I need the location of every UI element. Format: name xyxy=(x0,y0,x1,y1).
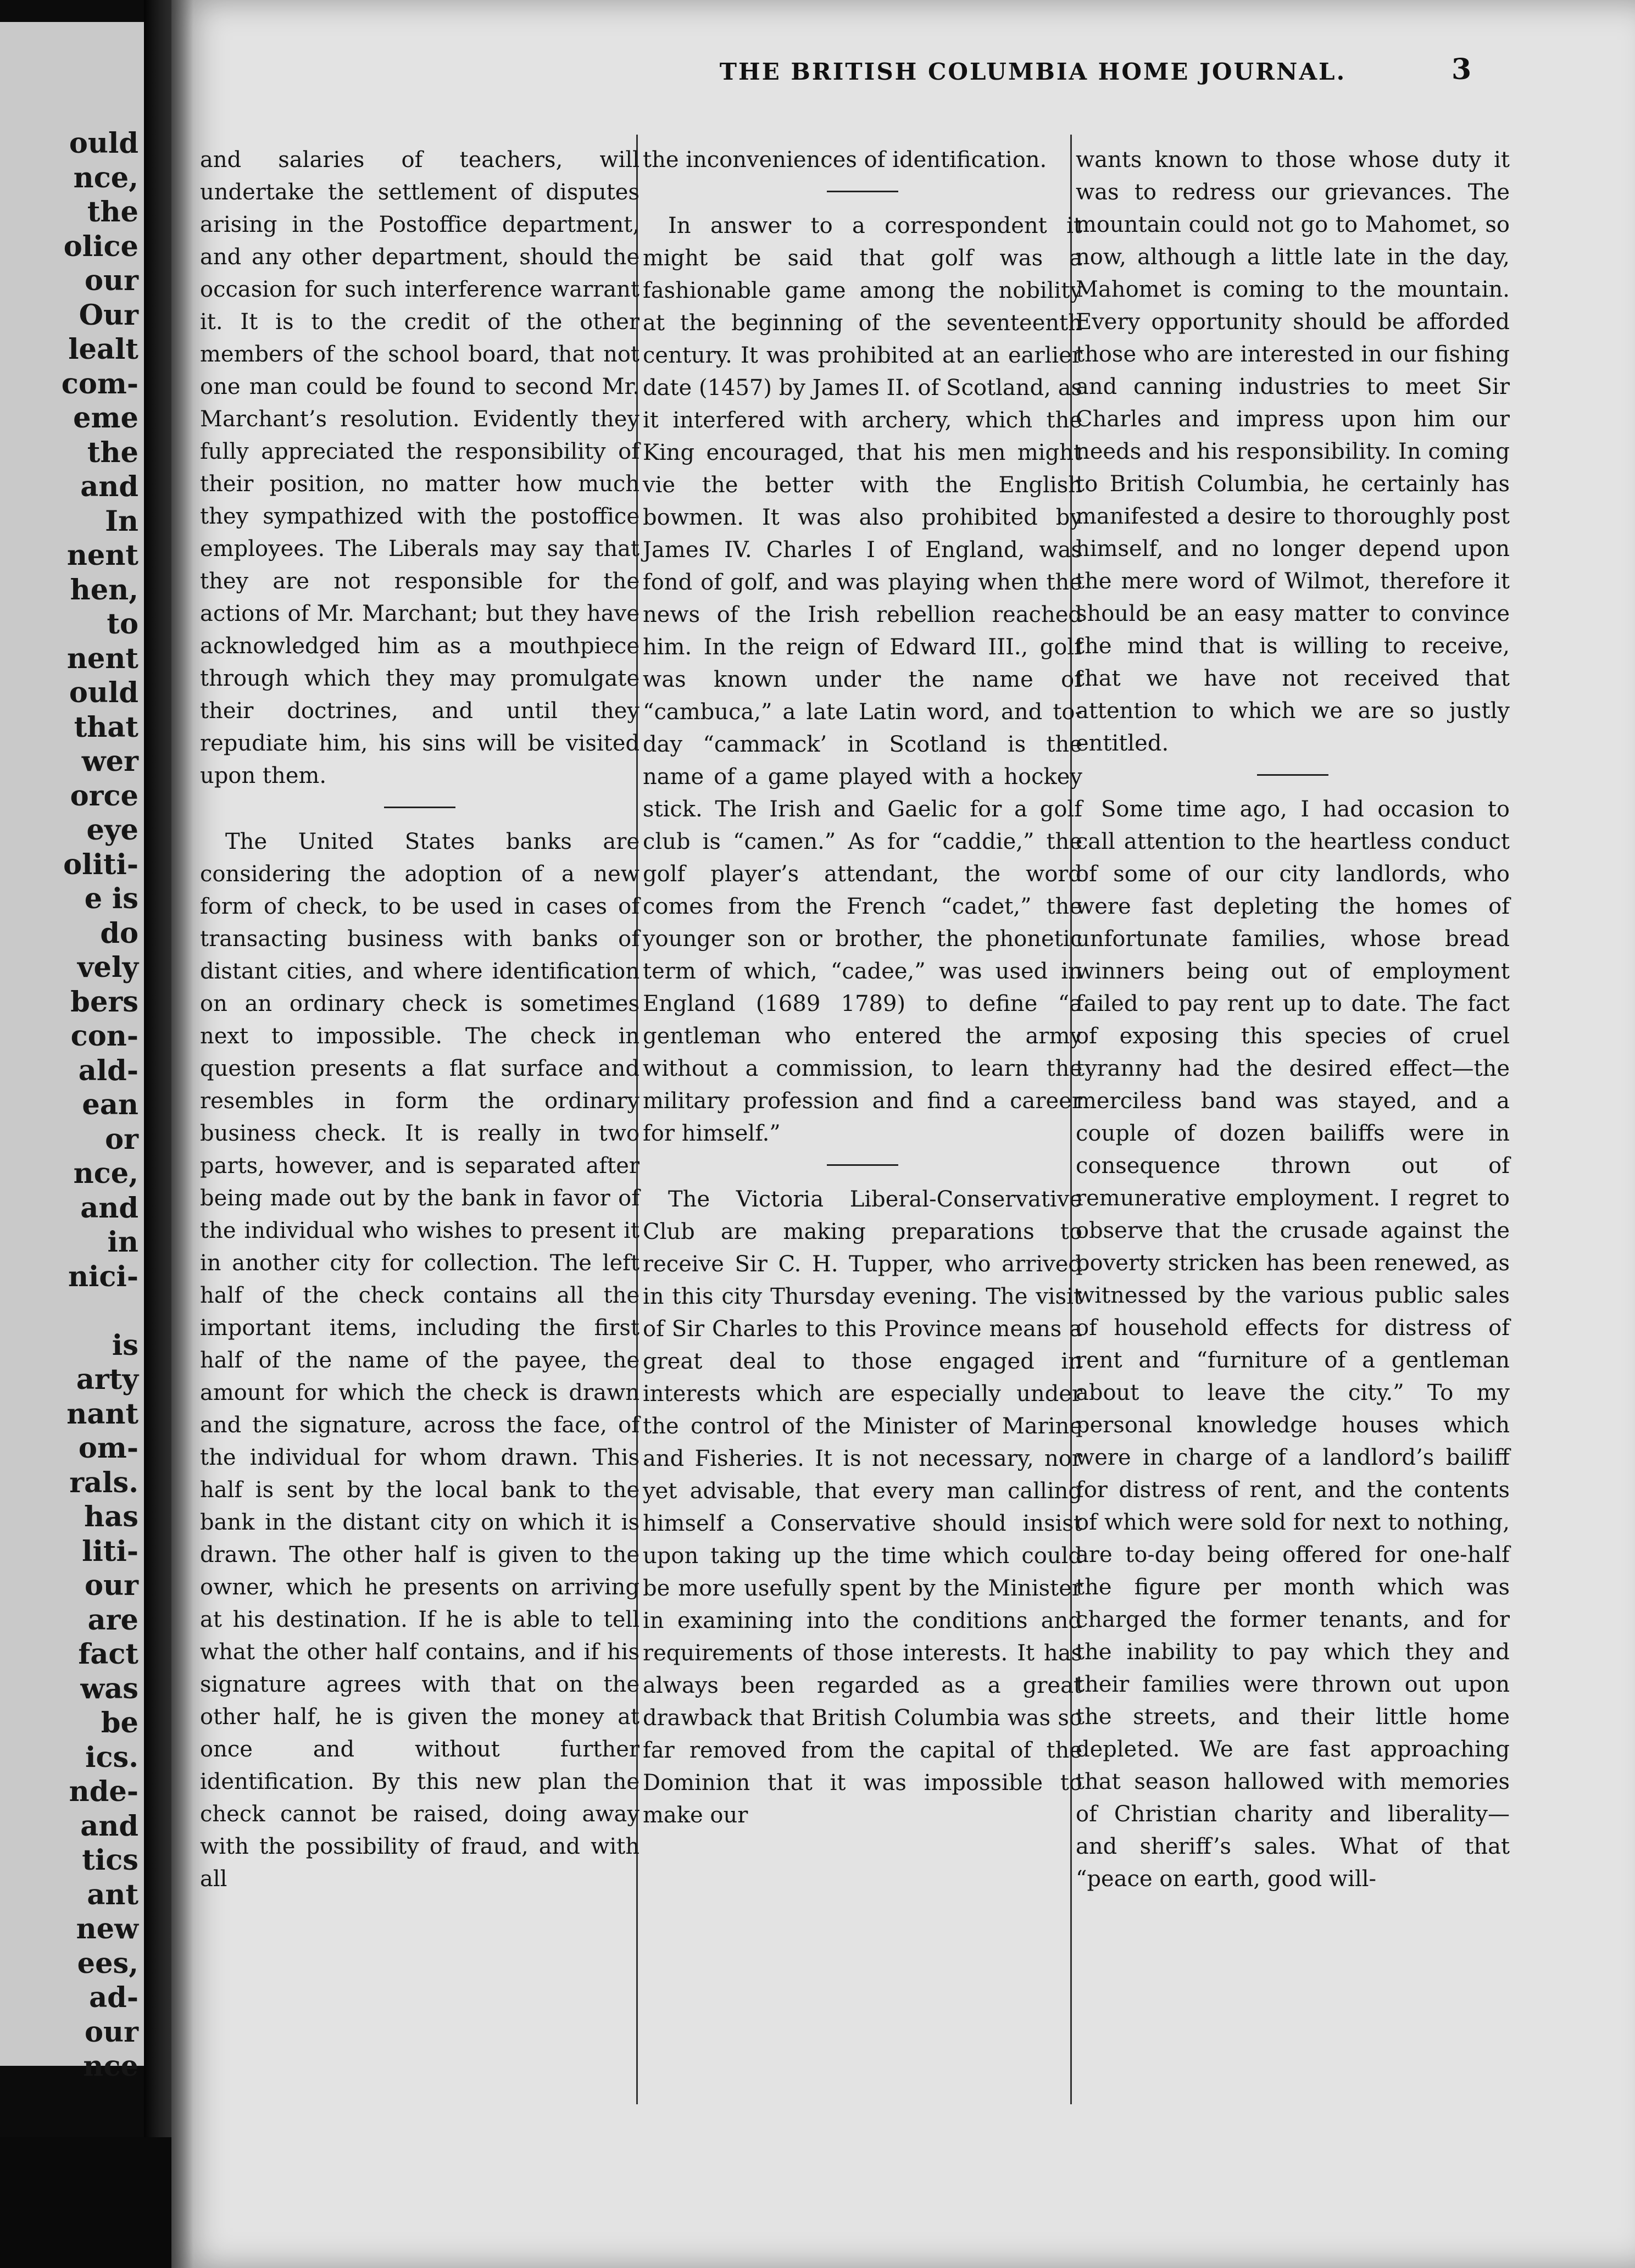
page-number: 3 xyxy=(1452,53,1472,86)
facing-line-fragment: ould xyxy=(69,127,138,160)
column-2 xyxy=(643,144,1082,1832)
facing-line-fragment: ould xyxy=(69,676,138,709)
facing-line-fragment: orce xyxy=(70,779,138,813)
binding-gutter xyxy=(144,0,171,2268)
facing-line-fragment: to xyxy=(107,608,138,641)
facing-line-fragment: ad- xyxy=(89,1981,138,2014)
facing-line-fragment: ees, xyxy=(77,1947,138,1980)
facing-page-edge xyxy=(0,22,144,2083)
facing-line-fragment: om- xyxy=(78,1432,138,1465)
facing-line-fragment: are xyxy=(87,1603,138,1637)
facing-line-fragment: com- xyxy=(61,367,138,401)
facing-line-fragment: our xyxy=(85,1569,138,1602)
section-rule xyxy=(827,1164,898,1166)
facing-line-fragment: nici- xyxy=(68,1260,138,1293)
facing-line-fragment: the xyxy=(87,196,138,229)
article-paragraph: and salaries of teachers, will undertake the settlement of disputes arising in the Postoffice department, and any other department, should the occasion for such interference warrant it. It is to the credit of the other members of the school board, that not one man could be found to second Mr. Marchant’s resolution. Evidently they fully appreciated the responsibility of their position, no matter how much they sympathized with the postoffice employees. The Liberals may say that they are not responsible for the actions of Mr. Marchant; but they have acknowledged him as a mouthpiece through which they may promulgate their doctrines, and until they repudiate him, his sins will be visited upon them. xyxy=(200,147,639,788)
facing-line-fragment: fact xyxy=(78,1638,138,1671)
facing-line-fragment: olice xyxy=(63,230,138,263)
facing-line-fragment: nant xyxy=(66,1397,138,1431)
scan-border xyxy=(0,2137,171,2268)
section-rule xyxy=(827,191,898,192)
facing-line-fragment: vely xyxy=(77,951,138,984)
facing-line-fragment: that xyxy=(74,710,138,744)
facing-line-fragment xyxy=(7,1294,138,1328)
facing-line-fragment: nce xyxy=(83,2050,138,2083)
article-paragraph: Some time ago, I had occasion to call attention to the heartless conduct of some of our city landlords, who were fast depleting the homes of unfortunate families, whose bread winners being out of employment failed to pay rent up to date. The fact of exposing this species of cruel tyranny had the desired effect—the merciless band was stayed, and a couple of dozen bailiffs were in consequence thrown out of remunerative employment. I regret to observe that the crusade against the poverty stricken has been renewed, as witnessed by the various public sales of household effects for distress of rent and “furniture of a gentleman about to leave the city.” To my personal knowledge houses which were in charge of a landlord’s bailiff for distress of rent, and the contents of which were sold for next to nothing, are to-day being offered for one-half the figure per month which was charged the former tenants, and for the inability to pay which they and their families were thrown out upon the streets, and their little home depleted. We are fast approaching that season hallowed with memories of Christian charity and liberality—and sheriff’s sales. What of that “peace on earth, good will- xyxy=(1076,797,1510,1892)
facing-line-fragment: oliti- xyxy=(63,848,138,881)
facing-line-fragment: In xyxy=(105,504,138,538)
facing-line-fragment: ant xyxy=(87,1878,138,1911)
facing-line-fragment: and xyxy=(80,470,138,503)
facing-line-fragment: tics xyxy=(82,1844,138,1877)
facing-line-fragment: rals. xyxy=(69,1466,138,1499)
facing-line-fragment: lealt xyxy=(68,333,138,366)
article-paragraph: The United States banks are considering the adoption of a new form of check, to be used in cases of transacting business with banks of distant cities, and where identification on an ordinary check is sometimes next to impossible. The check in question presents a flat surface and resembles in form the ordinary business check. It is really in two parts, however, and is separated after being made out by the bank in favor of the individual who wishes to present it in another city for collection. The left half of the check contains all the important items, including the first half of the name of the payee, the amount for which the check is drawn and the signature, across the face, of the individual for whom drawn. This half is sent by the local bank to the bank in the distant city on which it is drawn. The other half is given to the owner, which he presents on arriving at his destination. If he is able to tell what the other half contains, and if his signature agrees with that on the other half, he is given the money at once and without further identification. By this new plan the check cannot be raised, doing away with the possibility of fraud, and with all xyxy=(200,829,639,1892)
article-paragraph: The Victoria Liberal-Conservative Club are making preparations to receive Sir C. H. Tupper, who arrived in this city Thursday evening. The visit of Sir Charles to this Province means a great deal to those engaged in interests which are especially under the control of the Minister of Marine and Fisheries. It is not necessary, nor yet advisable, that every man calling himself a Conservative should insist upon taking up the time which could be more usefully spent by the Minister in examining into the conditions and requirements of those interests. It has always been regarded as a great drawback that British Columbia was so far removed from the capital of the Dominion that it was impossible to make our xyxy=(643,1187,1082,1828)
facing-line-fragment: nent xyxy=(66,642,138,675)
facing-line-fragment: in xyxy=(107,1226,138,1259)
facing-line-fragment: is xyxy=(112,1328,138,1362)
facing-line-fragment: nce, xyxy=(73,161,138,194)
facing-line-fragment: and xyxy=(80,1809,138,1843)
facing-line-fragment: the xyxy=(87,436,138,469)
facing-line-fragment: nde- xyxy=(69,1775,138,1808)
facing-line-fragment: ics. xyxy=(85,1741,138,1774)
facing-line-fragment: e is xyxy=(84,882,138,915)
running-header: THE BRITISH COLUMBIA HOME JOURNAL. xyxy=(719,58,1347,85)
page-shadow xyxy=(171,0,193,2268)
facing-line-fragment: and xyxy=(80,1191,138,1225)
column-3 xyxy=(1076,144,1510,1895)
facing-line-fragment: be xyxy=(101,1706,138,1739)
article-paragraph: wants known to those whose duty it was to redress our grievances. The mountain could not go to Mahomet, so now, although a little late in the day, Mahomet is coming to the mountain. Every opportunity should be afforded those who are interested in our fishing and canning industries to meet Sir Charles and impress upon him our needs and his responsibility. In coming to British Columbia, he certainly has manifested a desire to thoroughly post himself, and no longer depend upon the mere word of Wilmot, therefore it should be an easy matter to convince the mind that is willing to receive, that we have not received that attention to which we are so justly entitled. xyxy=(1076,147,1510,756)
article-paragraph: the inconveniences of identification. xyxy=(643,147,1047,173)
facing-line-fragment: wer xyxy=(81,745,138,778)
article-paragraph: In answer to a correspondent it might be said that golf was a fashionable game among the nobility at the beginning of the seventeenth century. It was prohibited at an earlier date (1457) by James II. of Scotland, as it interfered with archery, which the King encouraged, that his men might vie the better with the English bowmen. It was also prohibited by James IV. Charles I of England, was fond of golf, and was playing when the news of the Irish rebellion reached him. In the reign of Edward III., golf was known under the name of “cambuca,” a late Latin word, and to-day “cammack’ in Scotland is the name of a game played with a hockey stick. The Irish and Gaelic for a golf club is “camen.” As for “caddie,” the golf player’s attendant, the word comes from the French “cadet,” the younger son or brother, the phonetic term of which, “cadee,” was used in England (1689 1789) to define “a gentleman who entered the army without a commission, to learn the military profession and find a career for himself.” xyxy=(643,213,1082,1146)
facing-line-fragment: con- xyxy=(70,1020,138,1053)
facing-line-fragment: ald- xyxy=(78,1054,138,1087)
facing-line-fragment: or xyxy=(105,1122,138,1156)
facing-line-fragment: Our xyxy=(79,298,138,332)
facing-line-fragment: arty xyxy=(76,1363,138,1396)
facing-line-fragment: ean xyxy=(82,1088,138,1121)
facing-line-fragment: bers xyxy=(70,985,138,1019)
facing-line-fragment: liti- xyxy=(82,1535,138,1568)
facing-page-line-ends xyxy=(7,126,138,2084)
facing-line-fragment: was xyxy=(80,1672,138,1705)
facing-line-fragment: nent xyxy=(66,539,138,572)
facing-line-fragment: nce, xyxy=(73,1157,138,1190)
facing-line-fragment: our xyxy=(85,264,138,297)
facing-line-fragment: eme xyxy=(73,402,138,435)
column-1 xyxy=(200,144,639,1895)
section-rule xyxy=(384,807,455,808)
facing-line-fragment: our xyxy=(85,2015,138,2049)
section-rule xyxy=(1257,774,1328,776)
facing-line-fragment: hen, xyxy=(70,573,138,607)
facing-line-fragment: eye xyxy=(86,814,138,847)
facing-line-fragment: do xyxy=(100,916,138,950)
facing-line-fragment: has xyxy=(84,1500,138,1533)
facing-line-fragment: new xyxy=(76,1913,138,1945)
